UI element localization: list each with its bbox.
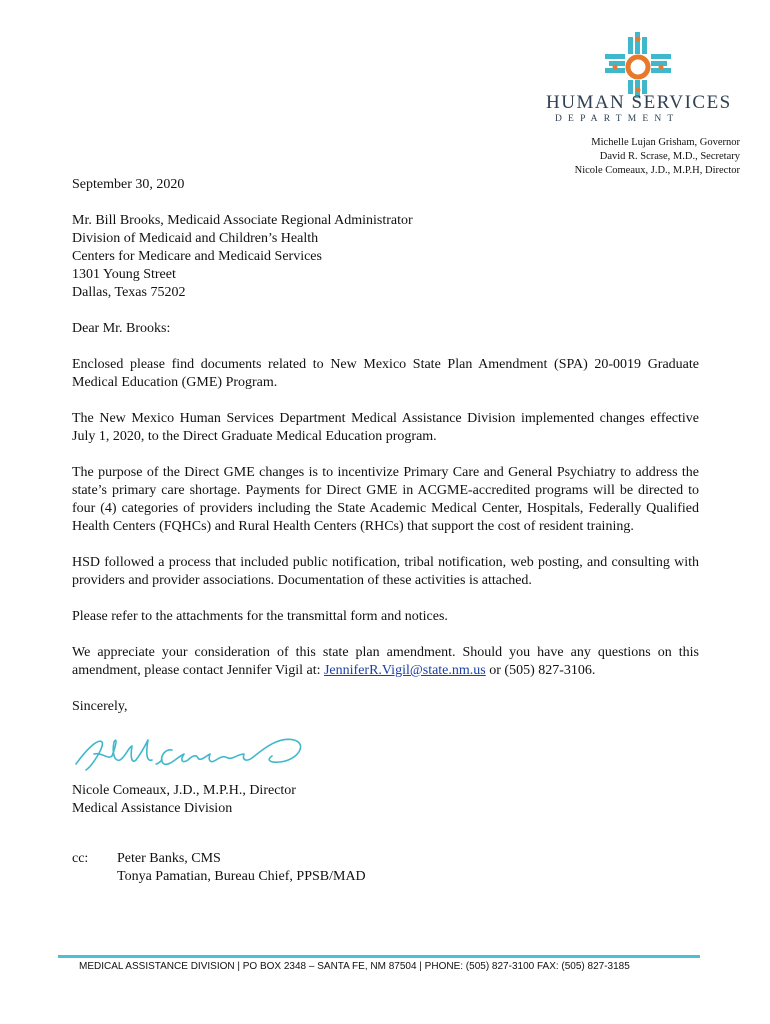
contact-text: We appreciate your consideration of this state plan amendment. Should you have any questions on this amendment, please contact Jennifer Vigil at:: [72, 645, 699, 678]
footer-contact: MEDICAL ASSISTANCE DIVISION | PO BOX 2348 – SANTA FE, NM 87504 | PHONE: (505) 827-3100 FAX: (505) 827-3185: [79, 961, 630, 972]
recipient-line: Dallas, Texas 75202: [72, 285, 186, 300]
cc-label: cc:: [72, 851, 89, 866]
letter-date: September 30, 2020: [72, 177, 185, 192]
paragraph: HSD followed a process that included public notification, tribal notification, web posting, and consulting with providers and provider associations. Documentation of these activities is attached.: [72, 555, 699, 588]
org-department-label: DEPARTMENT: [555, 114, 680, 124]
cc-list: [117, 850, 366, 886]
cc-recipient: Tonya Pamatian, Bureau Chief, PPSB/MAD: [117, 869, 366, 884]
paragraph: Enclosed please find documents related to New Mexico State Plan Amendment (SPA) 20-0019 Graduate Medical Education (GME) Program.: [72, 357, 699, 390]
officials-list: [575, 136, 740, 178]
paragraph: The New Mexico Human Services Department Medical Assistance Division implemented changes effective July 1, 2020, to the Direct Graduate Medical Education program.: [72, 411, 699, 444]
salutation: Dear Mr. Brooks:: [72, 321, 171, 336]
recipient-line: Centers for Medicare and Medicaid Services: [72, 249, 322, 264]
paragraph: Please refer to the attachments for the transmittal form and notices.: [72, 609, 448, 624]
cc-recipient: Peter Banks, CMS: [117, 851, 221, 866]
contact-email-link[interactable]: JenniferR.Vigil@state.nm.us: [323, 663, 486, 678]
recipient-address: [72, 212, 699, 302]
recipient-line: Division of Medicaid and Children’s Health: [72, 231, 319, 246]
signer-title: Medical Assistance Division: [72, 801, 233, 816]
signer-block: [72, 782, 699, 818]
contact-paragraph: [72, 644, 699, 680]
recipient-line: 1301 Young Street: [72, 267, 176, 282]
footer-divider: [58, 955, 700, 958]
cc-block: [72, 850, 699, 886]
official-secretary: David R. Scrase, M.D., Secretary: [599, 151, 740, 162]
official-director: Nicole Comeaux, J.D., M.P.H, Director: [574, 165, 740, 176]
contact-phone-text: or (505) 827-3106.: [485, 663, 596, 678]
letter-body: [72, 176, 699, 886]
signature-image: [72, 730, 312, 776]
signer-name: Nicole Comeaux, J.D., M.P.H., Director: [72, 783, 296, 798]
paragraph: The purpose of the Direct GME changes is to incentivize Primary Care and General Psychiatry to address the state’s primary care shortage. Payments for Direct GME in ACGME-accredited programs will be directed to four (4) categories of providers including the State Academic Medical Center, Hospitals, Federally Qualified Health Centers (FQHCs) and Rural Health Centers (RHCs) that support the cost of resident training.: [72, 465, 699, 534]
recipient-line: Mr. Bill Brooks, Medicaid Associate Regional Administrator: [72, 213, 413, 228]
official-governor: Michelle Lujan Grisham, Governor: [591, 137, 740, 148]
org-name: HUMAN SERVICES: [546, 92, 732, 113]
closing: Sincerely,: [72, 699, 128, 714]
